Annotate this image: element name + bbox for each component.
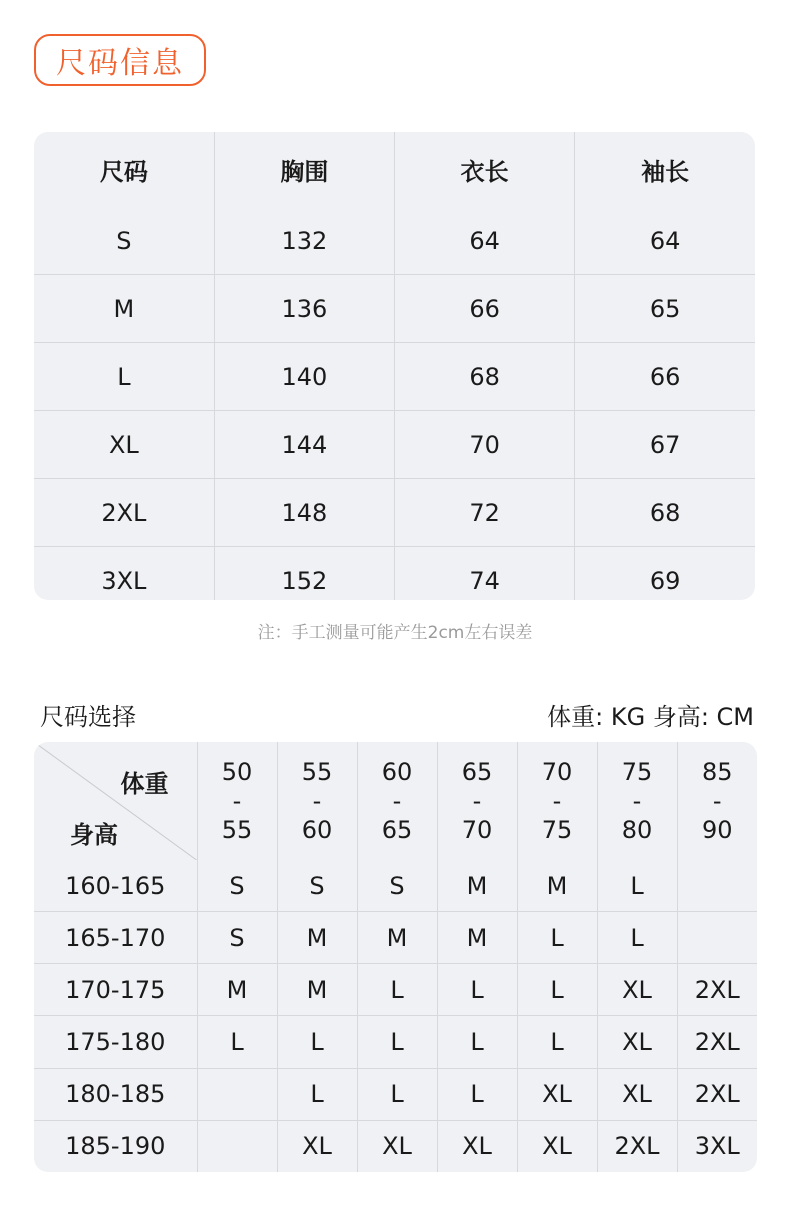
size-table-header: 衣长 xyxy=(395,132,575,207)
size-table-header-row xyxy=(34,132,755,207)
size-cell: 2XL xyxy=(34,479,214,547)
sleeve-cell: 66 xyxy=(575,343,755,411)
weight-range-to: 65 xyxy=(381,815,413,844)
size-recommendation-cell xyxy=(677,860,757,912)
weight-range-from: 85 xyxy=(701,757,733,786)
weight-range-from: 55 xyxy=(301,757,333,786)
size-cell: M xyxy=(34,275,214,343)
size-recommendation-cell: L xyxy=(357,1016,437,1068)
size-recommendation-cell: XL xyxy=(357,1120,437,1172)
weight-range-header xyxy=(357,742,437,860)
section-title: 尺码信息 xyxy=(56,46,184,81)
size-recommendation-cell: L xyxy=(517,912,597,964)
size-recommendation-cell: M xyxy=(517,860,597,912)
selection-row xyxy=(34,1016,757,1068)
size-recommendation-cell: L xyxy=(517,1016,597,1068)
size-recommendation-cell xyxy=(197,1068,277,1120)
measurement-note: 注：手工测量可能产生2cm左右误差 xyxy=(257,623,533,643)
sleeve-cell: 68 xyxy=(575,479,755,547)
sleeve-cell: 65 xyxy=(575,275,755,343)
size-table-row xyxy=(34,207,755,275)
size-recommendation-cell: XL xyxy=(277,1120,357,1172)
weight-range-header xyxy=(437,742,517,860)
weight-range-header xyxy=(677,742,757,860)
selection-header-row xyxy=(34,742,757,860)
size-cell: S xyxy=(34,207,214,275)
size-recommendation-cell: 2XL xyxy=(597,1120,677,1172)
weight-axis-label: 体重 xyxy=(120,770,169,798)
length-cell: 66 xyxy=(395,275,575,343)
size-recommendation-cell: M xyxy=(277,912,357,964)
size-recommendation-cell: S xyxy=(277,860,357,912)
weight-range-to: 70 xyxy=(461,815,493,844)
size-recommendation-cell: 2XL xyxy=(677,1068,757,1120)
sleeve-cell: 69 xyxy=(649,566,681,595)
size-recommendation-cell: XL xyxy=(597,1068,677,1120)
weight-range-from: 65 xyxy=(461,757,493,786)
weight-range-header xyxy=(277,742,357,860)
size-cell: XL xyxy=(34,411,214,479)
size-recommendation-cell: S xyxy=(357,860,437,912)
size-recommendation-cell: XL xyxy=(597,964,677,1016)
size-recommendation-cell: L xyxy=(597,860,677,912)
weight-range-dash: - xyxy=(632,786,642,815)
size-recommendation-cell: XL xyxy=(517,1120,597,1172)
weight-range-from: 70 xyxy=(541,757,573,786)
chest-cell: 148 xyxy=(214,479,394,547)
weight-range-header xyxy=(597,742,677,860)
size-table-row xyxy=(34,343,755,411)
chest-cell: 144 xyxy=(214,411,394,479)
size-recommendation-cell: XL xyxy=(437,1120,517,1172)
size-recommendation-cell: L xyxy=(277,1016,357,1068)
size-recommendation-cell: 2XL xyxy=(677,1016,757,1068)
units-label: 体重: KG 身高: CM xyxy=(547,703,754,731)
size-recommendation-cell: L xyxy=(597,912,677,964)
weight-range-dash: - xyxy=(552,786,562,815)
weight-range-to: 60 xyxy=(301,815,333,844)
size-info-table xyxy=(34,132,755,600)
height-range-cell: 175-180 xyxy=(34,1016,197,1068)
size-cell: 3XL xyxy=(34,547,214,601)
length-cell: 72 xyxy=(395,479,575,547)
size-recommendation-cell xyxy=(197,1120,277,1172)
size-recommendation-cell: M xyxy=(357,912,437,964)
selection-row xyxy=(34,860,757,912)
size-recommendation-cell: L xyxy=(357,964,437,1016)
size-recommendation-cell: L xyxy=(437,1016,517,1068)
size-recommendation-cell: L xyxy=(277,1068,357,1120)
size-table-row xyxy=(34,275,755,343)
size-recommendation-cell: L xyxy=(437,1068,517,1120)
weight-range-to: 75 xyxy=(541,815,573,844)
corner-header-cell xyxy=(34,742,197,860)
height-range-cell: 165-170 xyxy=(34,912,197,964)
height-range-cell: 160-165 xyxy=(34,860,197,912)
size-table-row xyxy=(34,411,755,479)
size-selection-table xyxy=(34,742,757,1172)
height-range-cell: 185-190 xyxy=(34,1120,197,1172)
size-selection-label: 尺码选择 xyxy=(40,703,136,731)
weight-range-header xyxy=(517,742,597,860)
selection-row xyxy=(34,1120,757,1172)
size-recommendation-cell: XL xyxy=(597,1016,677,1068)
size-cell: L xyxy=(34,343,214,411)
weight-range-dash: - xyxy=(472,786,482,815)
size-recommendation-cell: S xyxy=(197,860,277,912)
selection-row xyxy=(34,1068,757,1120)
size-recommendation-cell: L xyxy=(197,1016,277,1068)
height-range-cell: 170-175 xyxy=(34,964,197,1016)
size-recommendation-cell: M xyxy=(437,860,517,912)
chest-cell: 136 xyxy=(214,275,394,343)
chest-cell: 140 xyxy=(214,343,394,411)
size-recommendation-cell: L xyxy=(357,1068,437,1120)
weight-range-to: 55 xyxy=(221,815,253,844)
weight-range-from: 75 xyxy=(621,757,653,786)
size-table-row xyxy=(34,479,755,547)
weight-range-from: 60 xyxy=(381,757,413,786)
weight-range-header xyxy=(197,742,277,860)
weight-range-dash: - xyxy=(232,786,242,815)
sleeve-cell: 67 xyxy=(575,411,755,479)
sleeve-cell: 64 xyxy=(575,207,755,275)
height-axis-label: 身高 xyxy=(70,821,118,849)
weight-range-from: 50 xyxy=(221,757,253,786)
chest-cell: 152 xyxy=(214,547,394,601)
size-table-header: 尺码 xyxy=(34,132,214,207)
chest-cell: 132 xyxy=(214,207,394,275)
weight-range-to: 80 xyxy=(621,815,653,844)
weight-range-dash: - xyxy=(392,786,402,815)
length-cell: 70 xyxy=(395,411,575,479)
weight-range-dash: - xyxy=(312,786,322,815)
size-recommendation-cell: XL xyxy=(517,1068,597,1120)
size-table-header: 袖长 xyxy=(641,158,690,186)
size-recommendation-cell xyxy=(677,912,757,964)
size-recommendation-cell: L xyxy=(437,964,517,1016)
size-recommendation-cell: 2XL xyxy=(677,964,757,1016)
length-cell: 68 xyxy=(395,343,575,411)
selection-row xyxy=(34,912,757,964)
selection-row xyxy=(34,964,757,1016)
size-recommendation-cell: 3XL xyxy=(694,1132,740,1161)
size-table-row xyxy=(34,547,755,601)
size-recommendation-cell: M xyxy=(437,912,517,964)
size-table-header: 胸围 xyxy=(214,132,394,207)
length-cell: 74 xyxy=(395,547,575,601)
size-recommendation-cell: M xyxy=(197,964,277,1016)
section-title-badge xyxy=(34,34,206,86)
size-recommendation-cell: M xyxy=(277,964,357,1016)
length-cell: 64 xyxy=(395,207,575,275)
size-recommendation-cell: S xyxy=(197,912,277,964)
size-recommendation-cell: L xyxy=(517,964,597,1016)
height-range-cell: 180-185 xyxy=(34,1068,197,1120)
weight-range-to: 90 xyxy=(701,815,733,844)
weight-range-dash: - xyxy=(712,786,722,815)
